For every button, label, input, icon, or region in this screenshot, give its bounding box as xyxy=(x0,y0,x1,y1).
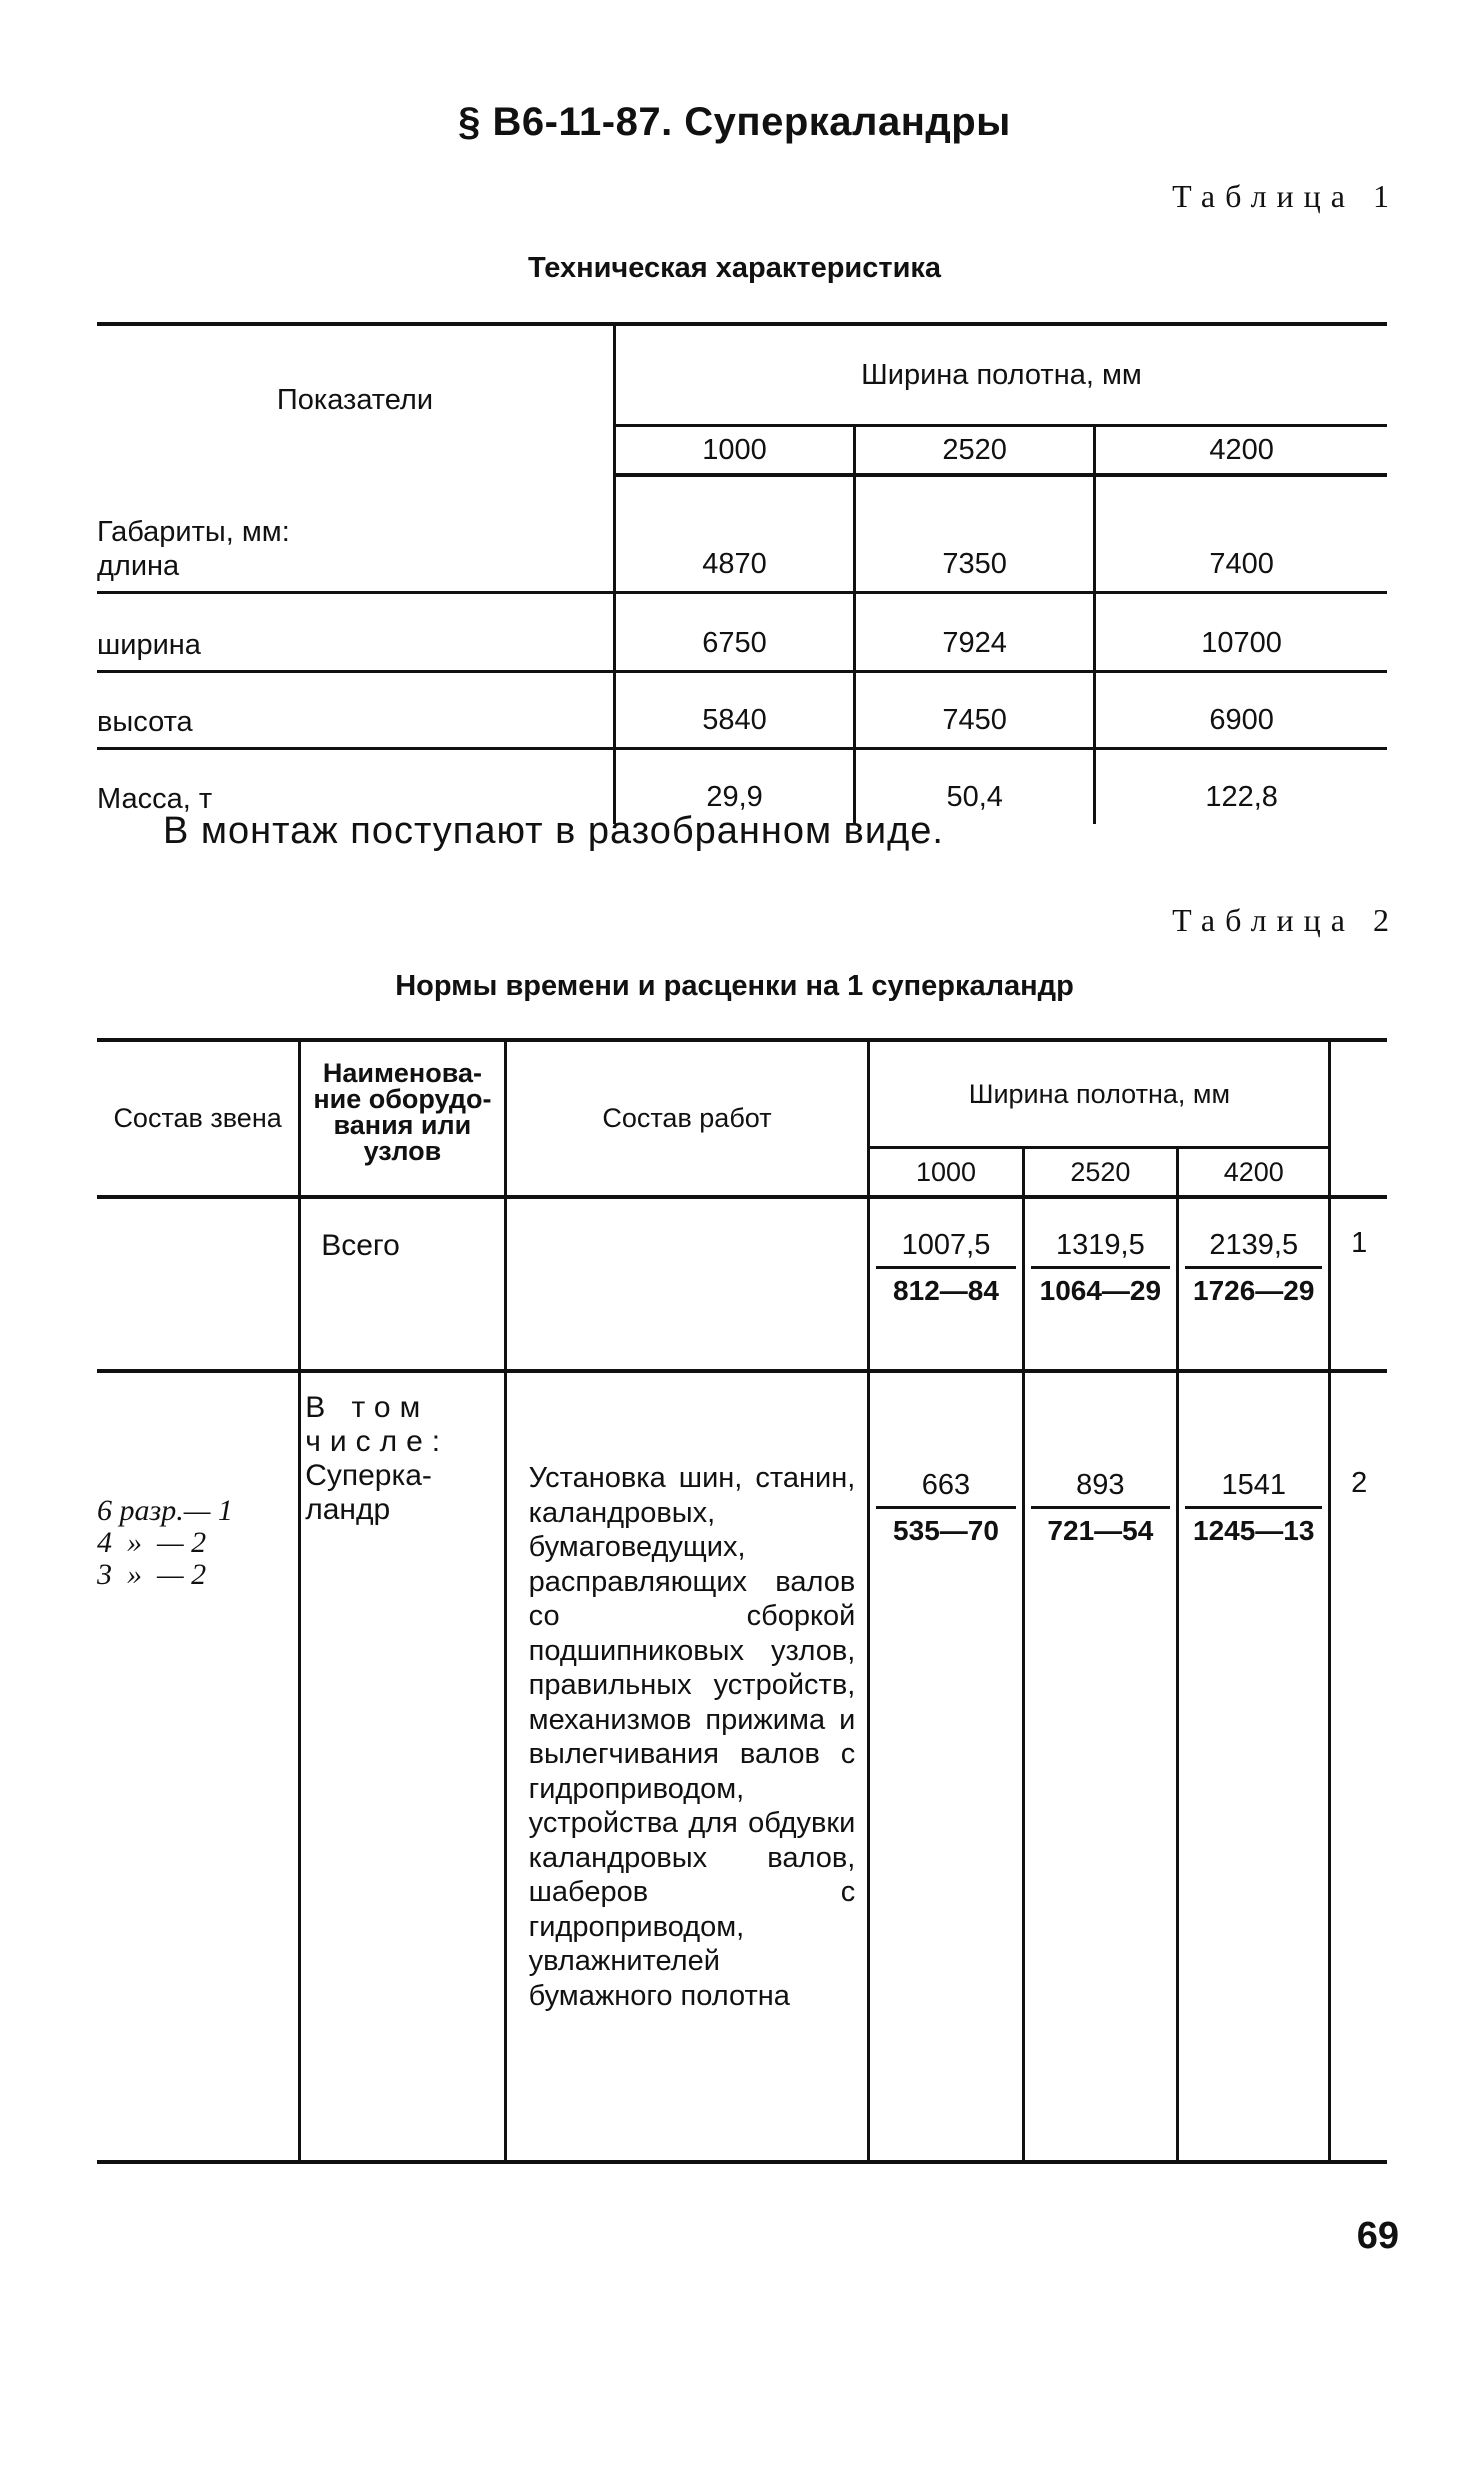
row-label: ширина xyxy=(97,593,615,672)
crew-line: 3 » — 2 xyxy=(97,1558,207,1591)
column-header: 1000 xyxy=(869,1148,1023,1198)
section-title: § В6-11-87. Суперкаландры xyxy=(458,100,1011,144)
norm-time: 893 xyxy=(1031,1469,1170,1509)
norm-cell xyxy=(1023,1371,1177,2162)
table-cell: 7450 xyxy=(855,672,1095,749)
table-cell: 10700 xyxy=(1095,593,1387,672)
column-header: 4200 xyxy=(1095,426,1387,476)
index-header xyxy=(1330,1040,1387,1197)
time-norms-table xyxy=(97,1038,1387,2164)
table1-title: Техническая характеристика xyxy=(527,252,942,284)
table-row xyxy=(97,1371,1387,2162)
column-header: 1000 xyxy=(615,426,855,476)
row-index: 1 xyxy=(1330,1197,1387,1371)
crew-line: 4 » — 2 xyxy=(97,1526,207,1559)
norm-cell xyxy=(869,1197,1023,1371)
norm-cell xyxy=(1178,1197,1330,1371)
crew-line: 6 разр.— 1 xyxy=(97,1494,233,1527)
table2-title: Нормы времени и расценки на 1 суперкаландр xyxy=(395,970,1074,1002)
work-header: Состав работ xyxy=(505,1040,869,1197)
equipment-line: ландр xyxy=(305,1493,391,1526)
norm-time: 1319,5 xyxy=(1031,1229,1170,1269)
indicators-header: Показатели xyxy=(97,324,615,475)
table-row xyxy=(97,475,1387,593)
width-group-header: Ширина полотна, мм xyxy=(861,358,1142,391)
width-group-header: Ширина полотна, мм xyxy=(869,1040,1330,1148)
norm-price: 1064—29 xyxy=(1039,1275,1162,1306)
technical-characteristics-table xyxy=(97,322,1387,824)
row-label xyxy=(97,475,615,593)
column-header: 2520 xyxy=(1023,1148,1177,1198)
table-row-total xyxy=(97,1197,1387,1371)
column-header: 2520 xyxy=(855,426,1095,476)
equipment-line: числе: xyxy=(305,1425,450,1458)
table-cell: 4870 xyxy=(615,475,855,593)
norm-price: 721—54 xyxy=(1047,1515,1154,1546)
table-cell: 6750 xyxy=(615,593,855,672)
table-cell: 122,8 xyxy=(1095,749,1387,825)
table-cell: 7350 xyxy=(855,475,1095,593)
table1-label: Таблица 1 xyxy=(1172,178,1399,214)
crew-cell xyxy=(97,1197,300,1371)
row-label: высота xyxy=(97,672,615,749)
table-cell: 5840 xyxy=(615,672,855,749)
table-cell: 29,9 xyxy=(615,749,855,825)
table-row xyxy=(97,672,1387,749)
norm-price: 1245—13 xyxy=(1193,1515,1315,1546)
page-number: 69 xyxy=(1356,2215,1399,2257)
row-label: Масса, т xyxy=(97,749,615,825)
table-cell: 7924 xyxy=(855,593,1095,672)
crew-header: Состав звена xyxy=(97,1040,300,1197)
work-cell: Установка шин, станин, каландровых, бумаговедущих, расправляющих валов со сборкой подшипниковых узлов, правильных устройств, механизмов прижима и вылегчивания валов с гидроприводом, устройства для обдувки каландровых валов, шаберов с гидроприводом, увлажнителей бумажного полотна xyxy=(505,1371,869,2162)
norm-cell xyxy=(869,1371,1023,2162)
work-cell xyxy=(505,1197,869,1371)
equipment-line: Суперка- xyxy=(305,1459,432,1492)
norm-price: 812—84 xyxy=(893,1275,999,1306)
equipment-header-text: Наименова- ние оборудо- вания или узлов xyxy=(313,1058,492,1166)
norm-time: 1007,5 xyxy=(876,1229,1015,1269)
equipment-cell: Всего xyxy=(300,1197,505,1371)
table-cell: 7400 xyxy=(1095,475,1387,593)
column-header: 4200 xyxy=(1178,1148,1330,1198)
row-index: 2 xyxy=(1330,1371,1387,2162)
norm-time: 1541 xyxy=(1185,1469,1322,1509)
table-cell: 50,4 xyxy=(855,749,1095,825)
norm-time: 2139,5 xyxy=(1185,1229,1322,1269)
table-row xyxy=(97,593,1387,672)
row-label-group: Габариты, мм: xyxy=(97,516,290,548)
row-label-sub: длина xyxy=(97,550,180,582)
assembly-note: В монтаж поступают в разобранном виде. xyxy=(163,810,944,852)
equipment-header xyxy=(300,1040,505,1197)
table2-label: Таблица 2 xyxy=(1172,902,1399,938)
norm-price: 1726—29 xyxy=(1193,1275,1315,1306)
table-cell: 6900 xyxy=(1095,672,1387,749)
norm-cell xyxy=(1023,1197,1177,1371)
equipment-line: В том xyxy=(305,1391,430,1424)
crew-cell xyxy=(97,1371,300,2162)
norm-price: 535—70 xyxy=(893,1515,999,1546)
norm-cell xyxy=(1178,1371,1330,2162)
equipment-cell xyxy=(300,1371,505,2162)
norm-time: 663 xyxy=(876,1469,1015,1509)
